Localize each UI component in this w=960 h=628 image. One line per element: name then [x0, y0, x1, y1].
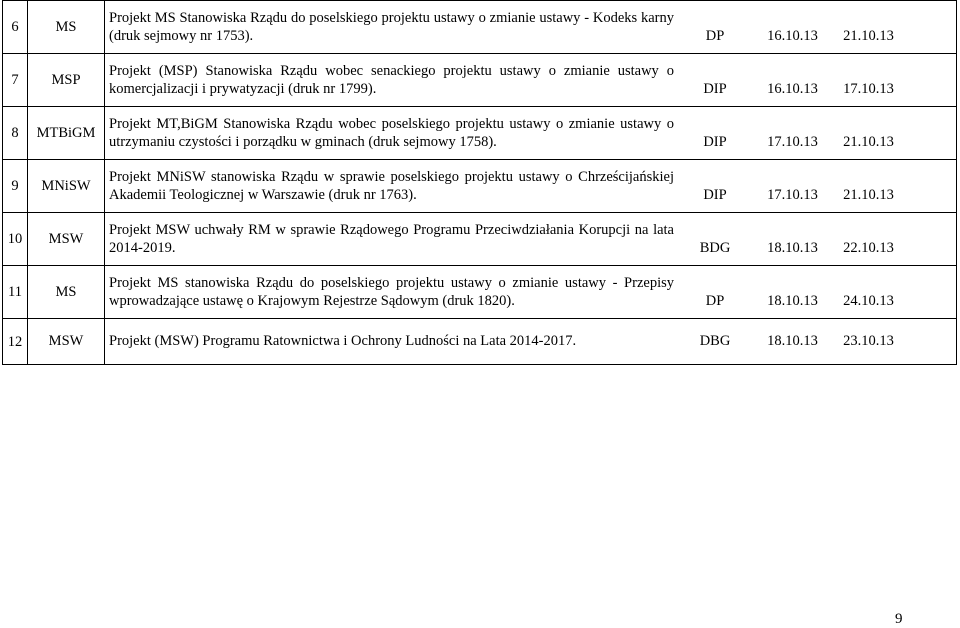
- date-to: 23.10.13: [843, 333, 894, 349]
- unit-name: MS: [28, 1, 105, 54]
- schedule-table: [2, 0, 957, 365]
- table-row: [3, 1, 957, 54]
- date-from: 16.10.13: [767, 80, 818, 97]
- date-from: 17.10.13: [767, 133, 818, 150]
- date-to: 17.10.13: [843, 80, 894, 97]
- row-number: 7: [3, 54, 28, 107]
- date-from: 17.10.13: [767, 186, 818, 203]
- row-number: 8: [3, 107, 28, 160]
- department-code: DIP: [703, 80, 727, 97]
- unit-name: MNiSW: [28, 160, 105, 213]
- page-number: 9: [895, 611, 903, 627]
- table-row: [3, 266, 957, 319]
- department-code: DIP: [703, 186, 727, 203]
- row-number: 9: [3, 160, 28, 213]
- unit-name: MSP: [28, 54, 105, 107]
- date-from: 18.10.13: [767, 239, 818, 256]
- date-to: 21.10.13: [843, 186, 894, 203]
- project-title: Projekt MT,BiGM Stanowiska Rządu wobec poselskiego projektu ustawy o zmianie ustawy o utrzymaniu czystości i porządku w gminach (druk sejmowy 1758).: [109, 115, 674, 150]
- unit-name: MSW: [28, 319, 105, 365]
- department-code: DP: [705, 27, 725, 44]
- date-to: 21.10.13: [843, 27, 894, 44]
- project-title: Projekt MNiSW stanowiska Rządu w sprawie poselskiego projektu ustawy o Chrześcijańskiej Akademii Teologicznej w Warszawie (druk nr 1763).: [109, 168, 674, 203]
- row-number: 10: [3, 213, 28, 266]
- date-to: 24.10.13: [843, 292, 894, 309]
- table-row: [3, 54, 957, 107]
- unit-name: MSW: [28, 213, 105, 266]
- table-row: [3, 160, 957, 213]
- project-title: Projekt MS stanowiska Rządu do poselskiego projektu ustawy o zmianie ustawy - Przepisy wprowadzające ustawę o Krajowym Rejestrze Sądowym (druk 1820).: [109, 274, 674, 309]
- date-to: 22.10.13: [843, 239, 894, 256]
- date-from: 18.10.13: [767, 333, 818, 349]
- date-from: 16.10.13: [767, 27, 818, 44]
- table-row: [3, 319, 957, 365]
- table-row: [3, 107, 957, 160]
- project-title: Projekt (MSP) Stanowiska Rządu wobec senackiego projektu ustawy o zmianie ustawy o komercjalizacji i prywatyzacji (druk nr 1799).: [109, 62, 674, 97]
- project-title: Projekt (MSW) Programu Ratownictwa i Ochrony Ludności na Lata 2014-2017.: [109, 333, 577, 349]
- row-number: 12: [3, 319, 28, 365]
- unit-name: MS: [28, 266, 105, 319]
- row-number: 6: [3, 1, 28, 54]
- department-code: DP: [705, 292, 725, 309]
- date-from: 18.10.13: [767, 292, 818, 309]
- table-row: [3, 213, 957, 266]
- department-code: DBG: [699, 333, 731, 349]
- department-code: DIP: [703, 133, 727, 150]
- project-title: Projekt MS Stanowiska Rządu do poselskiego projektu ustawy o zmianie ustawy - Kodeks karny (druk sejmowy nr 1753).: [109, 9, 674, 44]
- unit-name: MTBiGM: [28, 107, 105, 160]
- row-number: 11: [3, 266, 28, 319]
- project-title: Projekt MSW uchwały RM w sprawie Rządowego Programu Przeciwdziałania Korupcji na lata 2014-2019.: [109, 221, 674, 256]
- date-to: 21.10.13: [843, 133, 894, 150]
- department-code: BDG: [699, 239, 731, 256]
